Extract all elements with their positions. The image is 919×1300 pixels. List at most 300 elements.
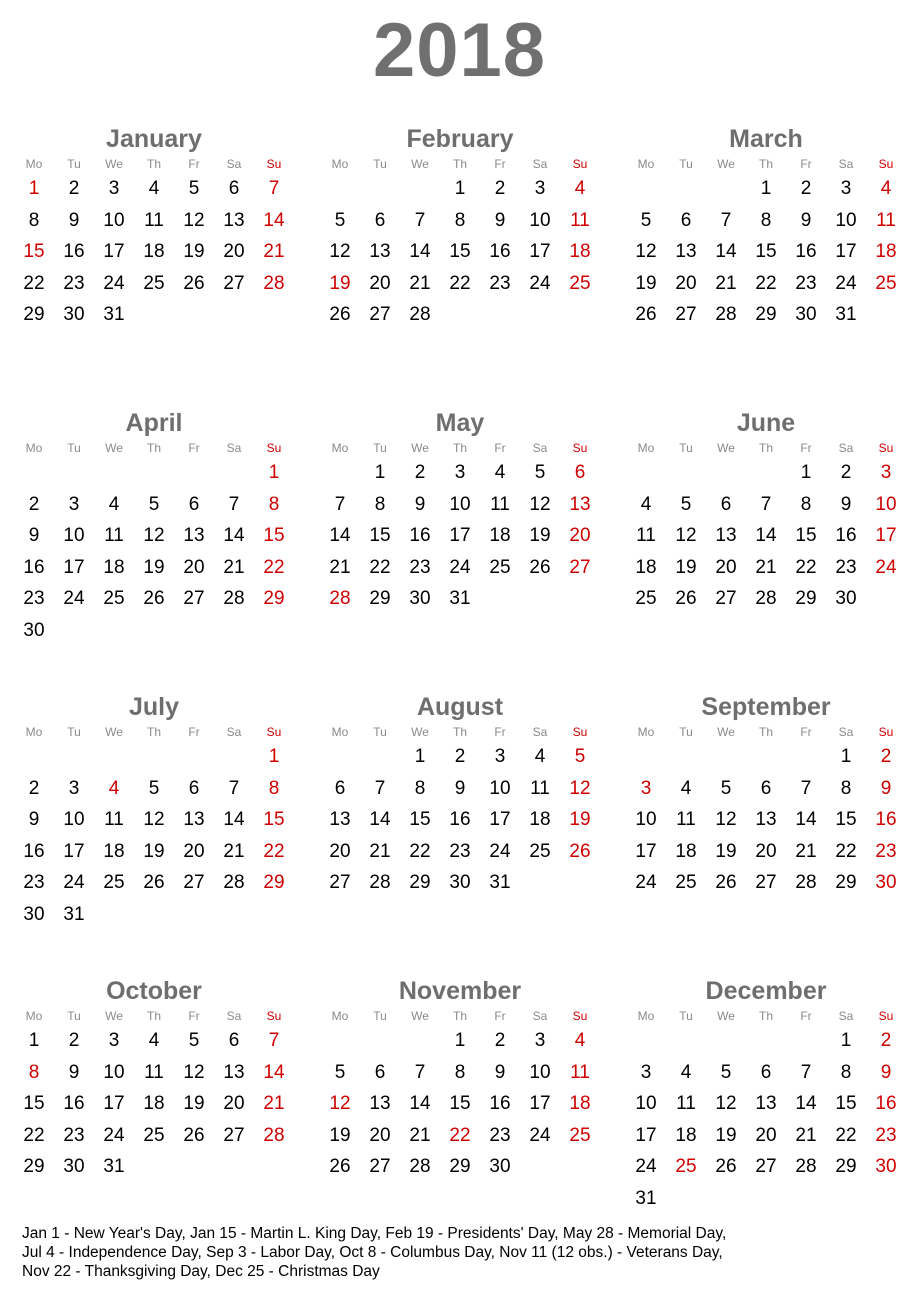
day-cell-holiday: 14: [263, 1061, 285, 1083]
weekday-header: [320, 440, 600, 456]
day-cell: 29: [409, 872, 431, 893]
day-cell: 3: [454, 462, 466, 483]
day-cell: 19: [143, 556, 165, 578]
day-cell: 20: [755, 1124, 777, 1146]
day-cell: 10: [529, 1061, 551, 1083]
weekday-label: Su: [572, 725, 588, 739]
day-cell: 3: [534, 1030, 546, 1051]
day-cell: 28: [715, 304, 737, 325]
weekday-label: Mo: [331, 441, 349, 455]
day-cell: 5: [534, 462, 546, 483]
day-cell: 10: [635, 809, 657, 830]
weekday-label: Fr: [188, 1009, 200, 1023]
day-cell: 9: [494, 209, 506, 231]
day-cell: 22: [795, 556, 817, 578]
day-cell: 1: [414, 746, 426, 767]
day-cell: 4: [108, 493, 120, 515]
day-cell: 12: [183, 1061, 205, 1083]
month-february: [320, 124, 600, 404]
day-cell: 29: [795, 588, 817, 609]
weekday-label: We: [105, 157, 123, 171]
day-cell: 14: [409, 241, 431, 262]
day-cell: 12: [715, 809, 737, 830]
month-october: [14, 976, 294, 1256]
day-cell: 27: [223, 1124, 245, 1146]
day-cell: 4: [148, 1030, 160, 1051]
day-cell: 16: [489, 241, 511, 262]
day-cell: 6: [188, 777, 200, 799]
month-title: October: [106, 977, 202, 1005]
month-title: April: [125, 409, 183, 437]
day-cell: 27: [223, 272, 245, 294]
day-cell: 8: [414, 777, 426, 799]
weekday-header: [14, 724, 294, 740]
day-cell: 11: [144, 209, 164, 231]
day-cell: 15: [755, 241, 777, 262]
weekday-label: We: [105, 441, 123, 455]
day-cell: 12: [529, 493, 551, 515]
day-cell: 1: [760, 178, 772, 199]
day-cell: 20: [715, 556, 737, 578]
weekday-label: Mo: [331, 725, 349, 739]
day-cell: 7: [374, 777, 386, 799]
day-cell: 25: [103, 588, 125, 609]
day-cell: 20: [675, 272, 697, 294]
day-cell-holiday: 22: [263, 556, 285, 578]
day-cell: 25: [675, 872, 697, 893]
day-cell: 24: [529, 272, 551, 294]
day-cell: 2: [68, 178, 80, 199]
weekday-label: Su: [572, 1009, 588, 1023]
day-cell: 21: [409, 272, 431, 294]
day-cell: 24: [489, 840, 511, 862]
weekday-label: Su: [266, 1009, 282, 1023]
day-cell: 14: [715, 241, 737, 262]
holiday-line: Jan 1 - New Year's Day, Jan 15 - Martin L. King Day, Feb 19 - Presidents' Day, May 28 - Memorial Day,: [22, 1225, 727, 1242]
day-cell: 11: [530, 777, 550, 799]
day-cell-holiday: 26: [569, 840, 591, 862]
weekday-header: [14, 440, 294, 456]
day-cell: 13: [369, 1093, 391, 1114]
day-cell: 30: [23, 903, 45, 925]
day-cell: 10: [635, 1093, 657, 1114]
day-cell: 8: [840, 1061, 852, 1083]
day-cell-holiday: 8: [268, 777, 280, 799]
day-cell: 21: [329, 556, 351, 578]
day-cell: 19: [675, 556, 697, 578]
day-cell-holiday: 18: [875, 241, 897, 262]
weekday-label: Fr: [494, 157, 506, 171]
day-cell-holiday: 25: [675, 1156, 697, 1177]
month-may: [320, 408, 600, 688]
day-cell: 20: [183, 556, 205, 578]
day-cell-holiday: 18: [569, 1093, 591, 1114]
day-cell: 24: [635, 872, 657, 893]
day-cell: 21: [223, 840, 245, 862]
weekday-label: Th: [452, 725, 467, 739]
weekday-label: We: [411, 441, 429, 455]
day-cell: 2: [414, 462, 426, 483]
day-cell-holiday: 9: [880, 1061, 892, 1083]
day-cell: 4: [680, 777, 692, 799]
weekday-label: Mo: [25, 441, 43, 455]
day-cell: 28: [409, 1156, 431, 1177]
day-cell: 13: [675, 241, 697, 262]
month-august: [320, 692, 600, 972]
day-cell: 7: [228, 493, 240, 515]
weekday-label: Su: [878, 157, 894, 171]
day-cell: 27: [183, 872, 205, 893]
weekday-label: Fr: [494, 441, 506, 455]
day-cell: 28: [795, 872, 817, 893]
day-cell: 6: [228, 1030, 240, 1051]
day-cell: 16: [23, 556, 45, 578]
day-cell: 3: [68, 777, 80, 799]
day-cell: 5: [334, 1061, 346, 1083]
weekday-label: Su: [572, 157, 588, 171]
day-cell: 23: [489, 1124, 511, 1146]
month-title: September: [701, 693, 831, 721]
day-cell: 3: [640, 1061, 652, 1083]
day-cell: 19: [183, 1093, 205, 1114]
day-cell: 17: [529, 1093, 551, 1114]
weekday-label: Tu: [67, 157, 81, 171]
weekday-label: Sa: [838, 725, 854, 739]
weekday-label: Sa: [532, 441, 548, 455]
day-cell: 22: [755, 272, 777, 294]
day-cell: 31: [635, 1187, 657, 1209]
month-title: January: [106, 125, 202, 153]
day-cell-holiday: 29: [263, 588, 285, 609]
weekday-label: We: [105, 1009, 123, 1023]
day-cell: 14: [795, 1093, 817, 1114]
day-cell: 20: [223, 1093, 245, 1114]
day-cell: 13: [715, 525, 737, 546]
day-cell: 24: [103, 272, 125, 294]
day-cell: 21: [715, 272, 737, 294]
day-cell-holiday: 22: [263, 840, 285, 862]
weekday-label: Fr: [494, 725, 506, 739]
month-january: [14, 124, 294, 404]
weekday-label: We: [411, 725, 429, 739]
day-cell: 23: [23, 872, 45, 893]
day-cell: 23: [63, 272, 85, 294]
day-cell: 22: [409, 840, 431, 862]
day-cell: 10: [449, 493, 471, 515]
day-cell: 29: [835, 1156, 857, 1177]
day-cell: 18: [103, 556, 125, 578]
day-cell: 11: [676, 1093, 696, 1114]
day-cell-holiday: 25: [569, 272, 591, 294]
day-cell-holiday: 11: [876, 209, 896, 231]
day-cell: 8: [800, 493, 812, 515]
day-cell: 7: [800, 1061, 812, 1083]
day-cell: 11: [636, 525, 656, 546]
day-cell-holiday: 3: [640, 777, 652, 799]
weekday-label: Tu: [679, 441, 693, 455]
day-cell-holiday: 6: [574, 462, 586, 483]
day-cell-holiday: 1: [268, 746, 280, 767]
day-cell: 3: [494, 746, 506, 767]
day-cell: 16: [63, 241, 85, 262]
weekday-label: Mo: [331, 1009, 349, 1023]
day-cell-holiday: 10: [875, 493, 897, 515]
day-cell: 13: [183, 525, 205, 546]
day-cell: 24: [529, 1124, 551, 1146]
day-cell: 19: [329, 1124, 351, 1146]
day-cell: 5: [148, 777, 160, 799]
day-cell: 1: [374, 462, 386, 483]
weekday-label: Th: [452, 157, 467, 171]
day-cell-holiday: 1: [28, 178, 40, 199]
weekday-label: Su: [266, 725, 282, 739]
day-cell-holiday: 15: [263, 525, 285, 546]
month-december: [626, 976, 906, 1256]
day-cell: 31: [835, 304, 857, 325]
day-cell: 17: [835, 241, 857, 262]
day-cell: 26: [635, 304, 657, 325]
day-cell: 25: [143, 1124, 165, 1146]
day-cell: 14: [329, 525, 351, 546]
day-cell: 19: [715, 840, 737, 862]
day-cell: 30: [835, 588, 857, 609]
day-cell-holiday: 12: [329, 1093, 351, 1114]
weekday-label: Su: [878, 1009, 894, 1023]
day-cell: 31: [103, 1156, 125, 1177]
weekday-label: Tu: [373, 1009, 387, 1023]
weekday-header: [626, 724, 906, 740]
day-cell: 9: [494, 1061, 506, 1083]
day-cell: 15: [795, 525, 817, 546]
month-september: [626, 692, 906, 972]
day-cell: 27: [755, 872, 777, 893]
day-cell: 17: [489, 809, 511, 830]
day-cell: 12: [715, 1093, 737, 1114]
weekday-label: We: [717, 441, 735, 455]
day-cell-holiday: 22: [449, 1124, 471, 1146]
day-cell-holiday: 4: [880, 178, 892, 199]
day-cell: 31: [449, 588, 471, 609]
day-cell-holiday: 11: [570, 1061, 590, 1083]
weekday-label: We: [411, 1009, 429, 1023]
day-cell: 20: [183, 840, 205, 862]
day-cell: 5: [148, 493, 160, 515]
day-cell: 22: [23, 1124, 45, 1146]
weekday-label: Su: [572, 441, 588, 455]
day-cell: 15: [409, 809, 431, 830]
day-cell-holiday: 1: [268, 462, 280, 483]
day-cell: 9: [414, 493, 426, 515]
weekday-label: Th: [146, 725, 161, 739]
day-cell: 2: [494, 178, 506, 199]
day-cell: 1: [454, 1030, 466, 1051]
day-cell: 14: [369, 809, 391, 830]
day-cell: 23: [489, 272, 511, 294]
day-cell: 18: [529, 809, 551, 830]
day-cell: 7: [334, 493, 346, 515]
month-title: December: [705, 977, 827, 1005]
day-cell: 27: [369, 304, 391, 325]
day-cell-holiday: 20: [569, 525, 591, 546]
day-cell: 27: [329, 872, 351, 893]
weekday-label: Sa: [226, 725, 242, 739]
day-cell: 7: [720, 209, 732, 231]
weekday-label: Su: [878, 441, 894, 455]
weekday-label: Tu: [67, 725, 81, 739]
day-cell: 2: [28, 777, 40, 799]
day-cell: 31: [63, 903, 85, 925]
weekday-header: [626, 1008, 906, 1024]
weekday-label: Tu: [679, 725, 693, 739]
day-cell: 30: [23, 619, 45, 641]
day-cell: 26: [143, 588, 165, 609]
day-cell: 16: [63, 1093, 85, 1114]
day-cell: 18: [675, 840, 697, 862]
day-cell: 11: [104, 809, 124, 830]
day-cell: 26: [183, 1124, 205, 1146]
day-cell: 10: [103, 1061, 125, 1083]
day-cell-holiday: 7: [268, 178, 280, 199]
day-cell: 9: [68, 1061, 80, 1083]
weekday-label: Mo: [25, 725, 43, 739]
day-cell: 18: [143, 1093, 165, 1114]
day-cell: 9: [68, 209, 80, 231]
weekday-label: Fr: [188, 157, 200, 171]
day-cell: 14: [223, 525, 245, 546]
month-july: [14, 692, 294, 972]
day-cell: 10: [835, 209, 857, 231]
day-cell: 4: [534, 746, 546, 767]
day-cell-holiday: 23: [875, 1124, 897, 1146]
day-cell: 8: [454, 209, 466, 231]
weekday-header: [320, 1008, 600, 1024]
day-cell: 26: [143, 872, 165, 893]
day-cell: 17: [529, 241, 551, 262]
day-cell: 31: [489, 872, 511, 893]
weekday-label: Th: [758, 157, 773, 171]
day-cell: 2: [454, 746, 466, 767]
holiday-line: Jul 4 - Independence Day, Sep 3 - Labor Day, Oct 8 - Columbus Day, Nov 11 (12 obs.) - Veterans Day,: [22, 1244, 723, 1261]
day-cell: 20: [369, 1124, 391, 1146]
day-cell: 19: [529, 525, 551, 546]
day-cell-holiday: 21: [263, 241, 285, 262]
day-cell-holiday: 3: [880, 462, 892, 483]
day-cell: 25: [103, 872, 125, 893]
day-cell: 27: [369, 1156, 391, 1177]
weekday-label: Tu: [373, 441, 387, 455]
weekday-label: Mo: [637, 1009, 655, 1023]
day-cell: 29: [23, 1156, 45, 1177]
day-cell: 19: [635, 272, 657, 294]
day-cell: 28: [755, 588, 777, 609]
day-cell: 26: [329, 304, 351, 325]
day-cell: 12: [143, 809, 165, 830]
day-cell-holiday: 28: [263, 1124, 285, 1146]
day-cell: 3: [68, 493, 80, 515]
weekday-label: Sa: [532, 725, 548, 739]
day-cell: 8: [760, 209, 772, 231]
day-cell: 21: [409, 1124, 431, 1146]
day-cell: 22: [835, 840, 857, 862]
day-cell: 21: [795, 1124, 817, 1146]
day-cell: 25: [143, 272, 165, 294]
day-cell: 21: [369, 840, 391, 862]
day-cell: 6: [680, 209, 692, 231]
weekday-label: Mo: [25, 157, 43, 171]
weekday-label: Sa: [532, 157, 548, 171]
day-cell: 3: [840, 178, 852, 199]
day-cell: 13: [223, 1061, 245, 1083]
day-cell: 22: [23, 272, 45, 294]
weekday-label: Fr: [494, 1009, 506, 1023]
day-cell: 10: [529, 209, 551, 231]
day-cell-holiday: 2: [880, 1030, 892, 1051]
day-cell: 16: [835, 525, 857, 546]
day-cell: 12: [143, 525, 165, 546]
day-cell: 23: [23, 588, 45, 609]
day-cell: 13: [755, 1093, 777, 1114]
day-cell: 10: [489, 777, 511, 799]
day-cell: 28: [409, 304, 431, 325]
day-cell: 26: [715, 1156, 737, 1177]
weekday-label: Sa: [532, 1009, 548, 1023]
day-cell: 2: [68, 1030, 80, 1051]
day-cell-holiday: 19: [329, 272, 351, 294]
day-cell: 30: [63, 304, 85, 325]
day-cell: 23: [795, 272, 817, 294]
weekday-header: [14, 156, 294, 172]
day-cell: 12: [675, 525, 697, 546]
day-cell: 16: [23, 840, 45, 862]
day-cell: 22: [369, 556, 391, 578]
day-cell: 12: [635, 241, 657, 262]
day-cell-holiday: 15: [263, 809, 285, 830]
day-cell: 7: [414, 1061, 426, 1083]
day-cell: 15: [835, 1093, 857, 1114]
day-cell: 17: [103, 1093, 125, 1114]
day-cell: 20: [369, 272, 391, 294]
day-cell: 29: [755, 304, 777, 325]
weekday-label: Fr: [800, 441, 812, 455]
day-cell: 31: [103, 304, 125, 325]
weekday-label: Sa: [838, 157, 854, 171]
day-cell: 15: [449, 1093, 471, 1114]
day-cell: 4: [148, 178, 160, 199]
day-cell: 5: [640, 209, 652, 231]
day-cell-holiday: 19: [569, 809, 591, 830]
weekday-label: Tu: [373, 725, 387, 739]
day-cell: 20: [223, 241, 245, 262]
day-cell: 5: [188, 178, 200, 199]
day-cell: 13: [223, 209, 245, 231]
day-cell: 11: [144, 1061, 164, 1083]
weekday-label: We: [105, 725, 123, 739]
day-cell-holiday: 16: [875, 809, 897, 830]
day-cell: 6: [720, 493, 732, 515]
day-cell: 20: [755, 840, 777, 862]
day-cell: 6: [374, 209, 386, 231]
day-cell-holiday: 16: [875, 1093, 897, 1114]
month-title: March: [729, 125, 803, 153]
day-cell: 14: [409, 1093, 431, 1114]
day-cell-holiday: 12: [569, 777, 591, 799]
day-cell: 17: [103, 241, 125, 262]
day-cell: 25: [529, 840, 551, 862]
weekday-label: Sa: [226, 157, 242, 171]
month-april: [14, 408, 294, 688]
day-cell-holiday: 28: [263, 272, 285, 294]
day-cell: 25: [489, 556, 511, 578]
